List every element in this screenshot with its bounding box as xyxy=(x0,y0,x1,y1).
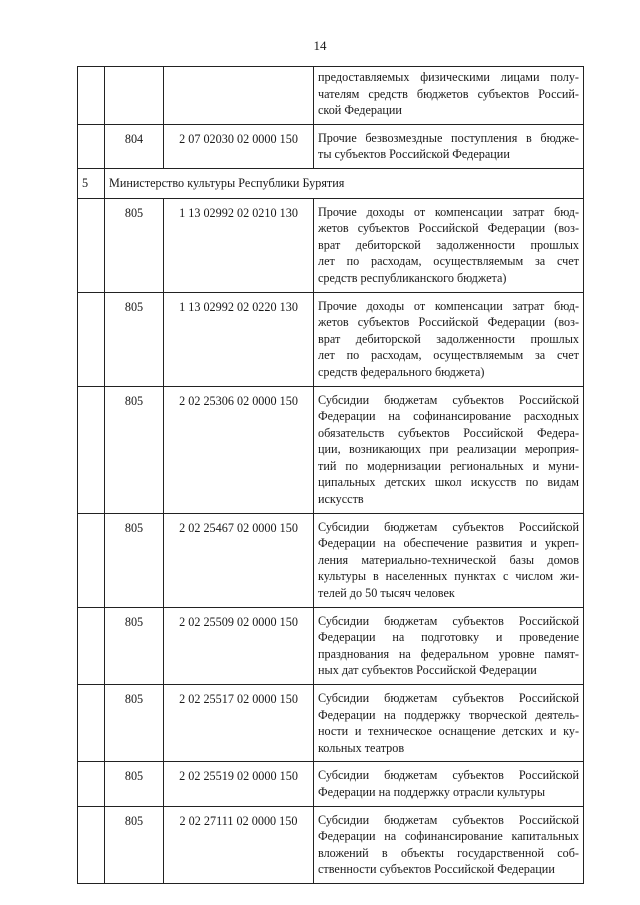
cell-empty xyxy=(105,67,164,125)
cell-empty xyxy=(78,806,105,883)
description-line: Субсидии бюджетам субъектов Российской xyxy=(318,392,579,407)
table-row xyxy=(78,806,584,883)
table-row xyxy=(78,607,584,684)
description-cell xyxy=(314,762,584,806)
kbk-code-cell: 2 02 25467 02 0000 150 xyxy=(164,513,314,607)
description-line: предоставляемых физическими лицами полу- xyxy=(318,70,579,84)
description-line: Федерации на софинансирование капитальных xyxy=(318,829,579,844)
description-line: ской Федерации xyxy=(318,103,402,118)
admin-code-cell: 805 xyxy=(105,806,164,883)
description-line: Федерации на обеспечение развития и укреп- xyxy=(318,536,579,551)
cell-empty xyxy=(78,124,105,168)
description-line: лет по расходам, осуществляемым за счет xyxy=(318,348,579,363)
table-row-continuation xyxy=(78,67,584,125)
description-line: жетов субъектов Российской Федерации (воз- xyxy=(318,315,579,330)
description-line: средств республиканского бюджета) xyxy=(318,270,507,285)
description-cell xyxy=(314,685,584,762)
description-line: Субсидии бюджетам субъектов Российской xyxy=(318,519,579,534)
description-line: ственности субъектов Российской Федерации xyxy=(318,862,555,877)
description-line: ции, возникающих при реализации мероприя- xyxy=(318,442,579,457)
cell-empty xyxy=(78,762,105,806)
description-line: Федерации на подготовку и проведение xyxy=(318,630,579,645)
description-line: Субсидии бюджетам субъектов Российской xyxy=(318,613,579,628)
description-line: Субсидии бюджетам субъектов Российской xyxy=(318,691,579,705)
description-line: искусств xyxy=(318,492,364,507)
description-line: Федерации на поддержку отрасли культуры xyxy=(318,784,546,799)
table-row xyxy=(78,685,584,762)
description-line: Прочие доходы от компенсации затрат бюд- xyxy=(318,298,579,313)
table-row xyxy=(78,292,584,386)
kbk-code-cell: 2 02 25306 02 0000 150 xyxy=(164,386,314,513)
cell-empty xyxy=(78,607,105,684)
cell-empty xyxy=(78,685,105,762)
description-cell xyxy=(314,513,584,607)
admin-code-cell: 805 xyxy=(105,607,164,684)
cell-empty xyxy=(78,513,105,607)
admin-code-cell: 805 xyxy=(105,685,164,762)
description-line: празднования на федеральном уровне памят- xyxy=(318,646,579,661)
kbk-code-cell: 2 02 25509 02 0000 150 xyxy=(164,607,314,684)
table-row xyxy=(78,124,584,168)
page-number: 14 xyxy=(313,38,327,53)
admin-code-cell: 805 xyxy=(105,386,164,513)
description-line: Прочие безвозмездные поступления в бюдже- xyxy=(318,130,579,145)
kbk-code-cell: 2 02 27111 02 0000 150 xyxy=(164,806,314,883)
description-line: ты субъектов Российской Федерации xyxy=(318,147,510,162)
table-row xyxy=(78,198,584,292)
admin-code-cell: 805 xyxy=(105,198,164,292)
cell-empty xyxy=(78,292,105,386)
cell-empty xyxy=(164,67,314,125)
kbk-code-cell: 1 13 02992 02 0210 130 xyxy=(164,198,314,292)
cell-empty xyxy=(78,67,105,125)
description-cell xyxy=(314,198,584,292)
description-line: жетов субъектов Российской Федерации (воз- xyxy=(318,221,579,236)
admin-code-cell: 804 xyxy=(105,124,164,168)
description-line: Субсидии бюджетам субъектов Российской xyxy=(318,812,579,827)
section-number: 5 xyxy=(78,168,105,198)
kbk-code-cell: 2 02 25519 02 0000 150 xyxy=(164,762,314,806)
description-line: тий по модернизации региональных и муни- xyxy=(318,458,579,473)
description-line: врат дебиторской задолженности прошлых xyxy=(318,331,579,346)
description-line: средств федерального бюджета) xyxy=(318,364,485,379)
description-line: Федерации на софинансирование расходных xyxy=(318,409,579,424)
description-line: лет по расходам, осуществляемым за счет xyxy=(318,254,579,269)
kbk-code-cell: 2 02 25517 02 0000 150 xyxy=(164,685,314,762)
description-line: культуры в населенных пунктах с числом жи- xyxy=(318,569,579,584)
description-line: телей до 50 тысяч человек xyxy=(318,586,455,601)
section-title: Министерство культуры Республики Бурятия xyxy=(105,168,584,198)
table-row xyxy=(78,762,584,806)
description-cell xyxy=(314,607,584,684)
kbk-code-cell: 1 13 02992 02 0220 130 xyxy=(164,292,314,386)
table-row xyxy=(78,386,584,513)
kbk-code-cell: 2 07 02030 02 0000 150 xyxy=(164,124,314,168)
description-line: Прочие доходы от компенсации затрат бюд- xyxy=(318,204,579,219)
cell-empty xyxy=(78,386,105,513)
section-row xyxy=(78,168,584,198)
description-cell xyxy=(314,386,584,513)
description-line: чателям средств бюджетов субъектов Россий- xyxy=(318,86,579,101)
description-line: ления материально-технической базы домов xyxy=(318,552,579,567)
admin-code-cell: 805 xyxy=(105,292,164,386)
admin-code-cell: 805 xyxy=(105,513,164,607)
admin-code-cell: 805 xyxy=(105,762,164,806)
description-cell xyxy=(314,124,584,168)
description-line: вложений в объекты государственной соб- xyxy=(318,845,579,860)
description-line: ности и техническое оснащение детских и ку- xyxy=(318,724,579,739)
description-line: ципальных детских школ искусств по видам xyxy=(318,475,579,490)
description-line: обязательств субъектов Российской Федера- xyxy=(318,425,579,440)
table-row xyxy=(78,513,584,607)
cell-empty xyxy=(78,198,105,292)
description-cell xyxy=(314,806,584,883)
description-line: ных дат субъектов Российской Федерации xyxy=(318,663,537,678)
description-cell xyxy=(314,67,584,125)
description-line: кольных театров xyxy=(318,740,405,755)
description-line: Субсидии бюджетам субъектов Российской xyxy=(318,768,579,783)
description-cell xyxy=(314,292,584,386)
description-line: Федерации на поддержку творческой деятель- xyxy=(318,707,579,722)
table-body xyxy=(78,67,584,884)
revenue-codes-table xyxy=(77,66,584,884)
description-line: врат дебиторской задолженности прошлых xyxy=(318,237,579,252)
